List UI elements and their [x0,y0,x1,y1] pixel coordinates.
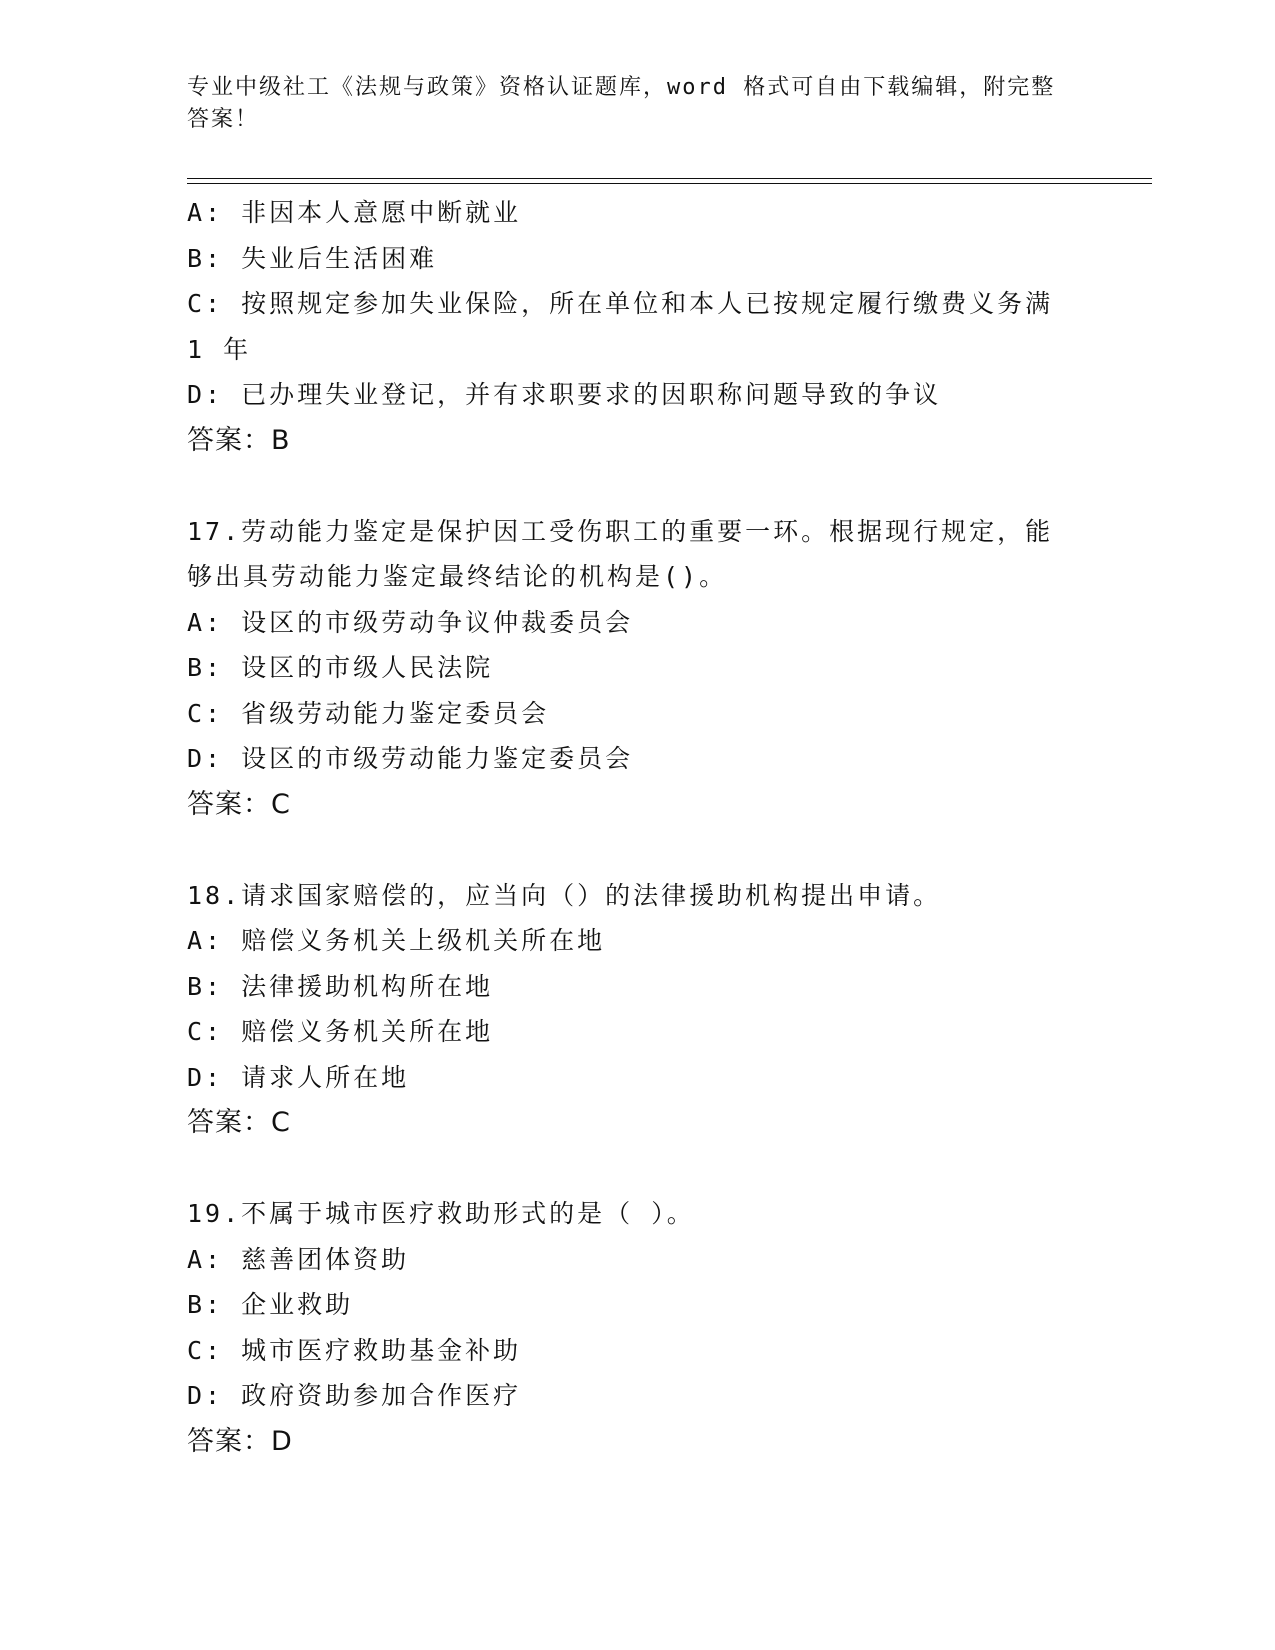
option-c: C: 省级劳动能力鉴定委员会 [187,698,550,728]
header-line-1: 专业中级社工《法规与政策》资格认证题库，word 格式可自由下载编辑，附完整 [187,75,1056,100]
question-stem: 17.劳动能力鉴定是保护因工受伤职工的重要一环。根据现行规定，能 [187,516,1054,546]
header-line-2: 答案！ [187,107,260,132]
question-18 [187,873,1087,1146]
question-17 [187,509,1087,828]
answer: 答案：B [187,424,291,456]
option-d: D: 已办理失业登记，并有求职要求的因职称问题导致的争议 [187,380,942,409]
spacer [187,827,1087,873]
option-d: D: 设区的市级劳动能力鉴定委员会 [187,744,634,773]
option-b: B: 设区的市级人民法院 [187,653,494,682]
answer: 答案：D [187,1425,293,1457]
answer: 答案：C [187,1107,291,1138]
option-d: D: 政府资助参加合作医疗 [187,1381,522,1410]
header-divider-top [187,178,1152,179]
option-b: B: 法律援助机构所在地 [187,971,494,1001]
spacer [187,1146,1087,1192]
question-stem: 19.不属于城市医疗救助形式的是（ ）。 [187,1199,695,1228]
option-b: B: 失业后生活困难 [187,243,438,273]
option-a: A: 慈善团体资助 [187,1244,410,1274]
option-a: A: 非因本人意愿中断就业 [187,198,522,227]
question-19 [187,1191,1087,1464]
option-b: B: 企业救助 [187,1290,354,1319]
question-stem-continued: 够出具劳动能力鉴定最终结论的机构是()。 [187,562,728,591]
header-divider-bottom [187,183,1152,184]
option-a: A: 赔偿义务机关上级机关所在地 [187,926,606,955]
option-c: C: 城市医疗救助基金补助 [187,1335,522,1365]
option-d: D: 请求人所在地 [187,1062,410,1092]
question-list [187,190,1087,1464]
option-c: C: 按照规定参加失业保险，所在单位和本人已按规定履行缴费义务满 [187,289,1054,318]
question-stem: 18.请求国家赔偿的，应当向（）的法律援助机构提出申请。 [187,880,942,910]
option-c-continued: 1 年 [187,334,252,364]
answer: 答案：C [187,788,291,820]
page-header [187,72,1067,136]
option-a: A: 设区的市级劳动争议仲裁委员会 [187,607,634,637]
question-16-continuation [187,190,1087,463]
option-c: C: 赔偿义务机关所在地 [187,1017,494,1046]
spacer [187,463,1087,509]
